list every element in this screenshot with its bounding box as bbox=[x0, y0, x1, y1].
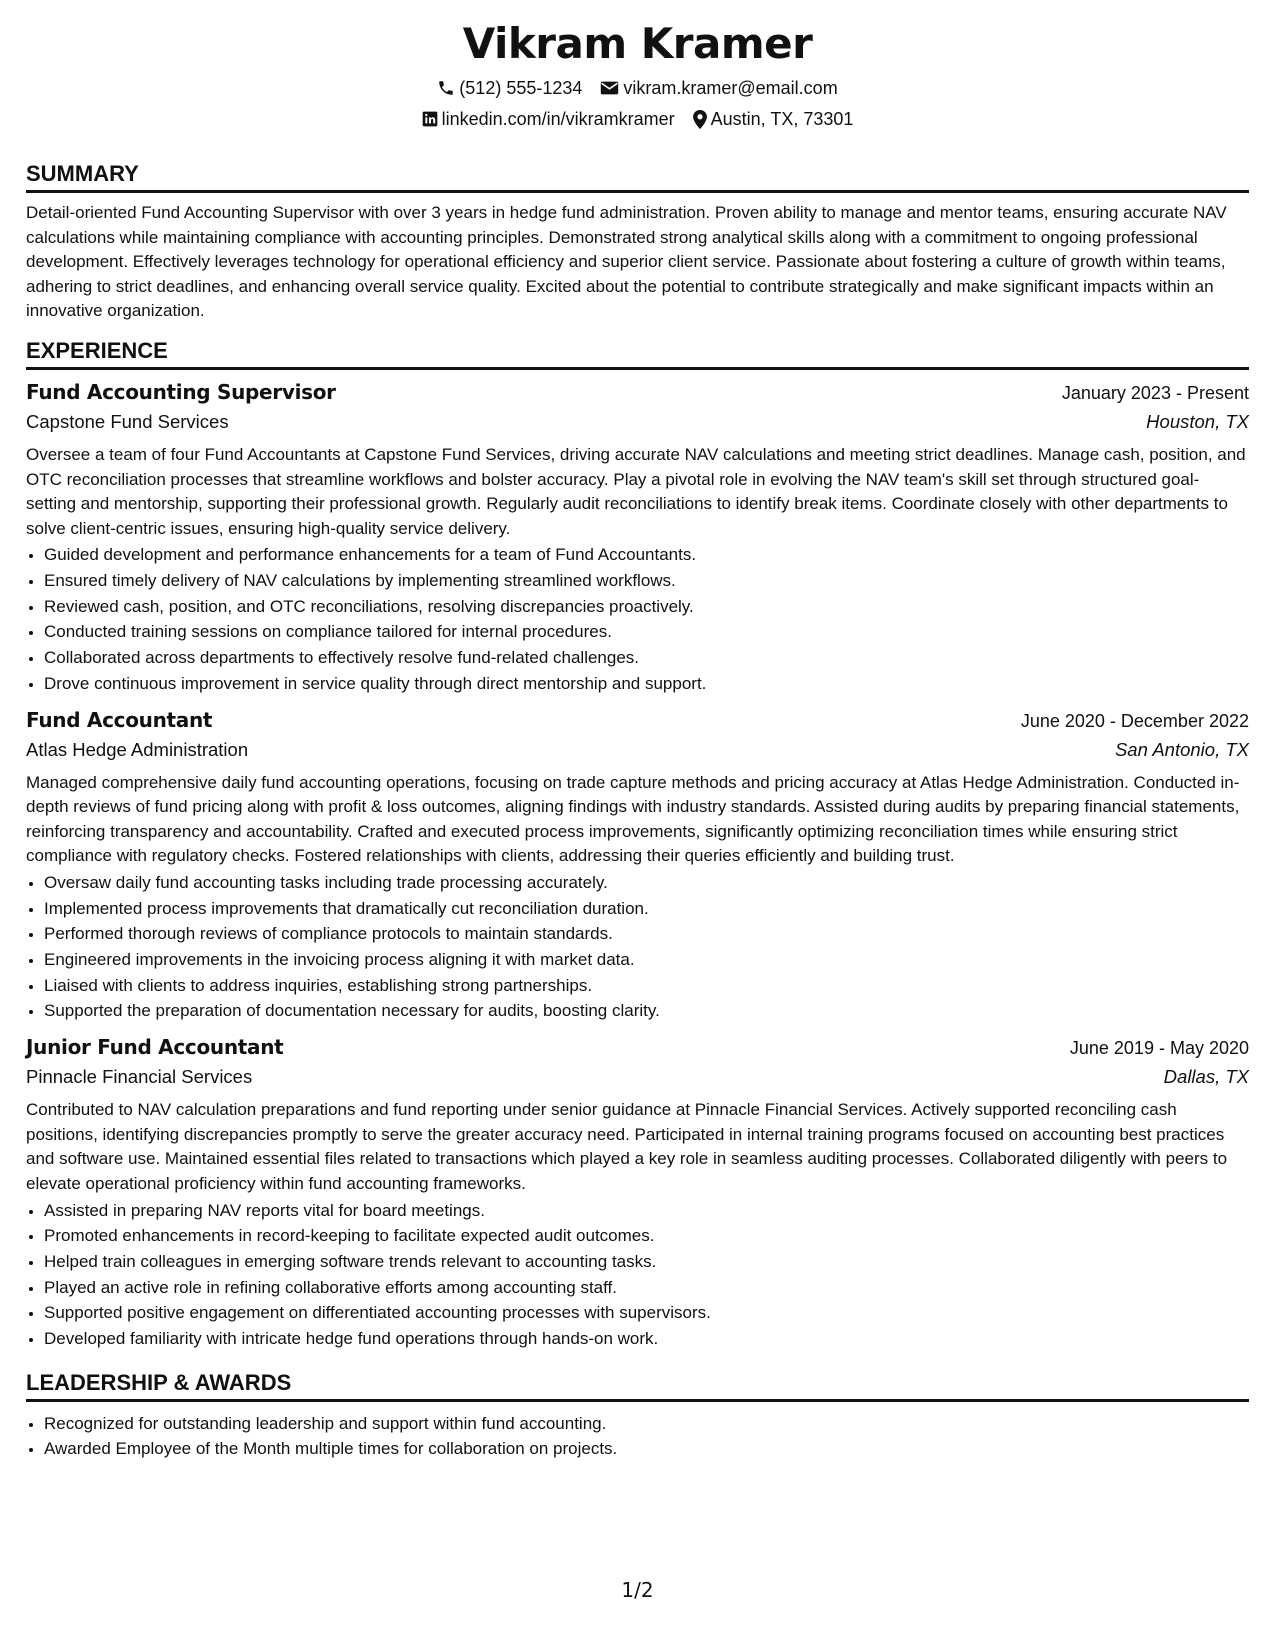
phone-icon bbox=[437, 79, 455, 97]
phone-number: (512) 555-1234 bbox=[459, 78, 583, 98]
awards-heading: LEADERSHIP & AWARDS bbox=[26, 1369, 1249, 1402]
job-title: Fund Accountant bbox=[26, 707, 213, 732]
map-marker-icon bbox=[693, 110, 707, 129]
summary-text: Detail-oriented Fund Accounting Supervisor with over 3 years in hedge fund administration. Proven ability to manage and mentor teams, ensuring accurate NAV calculations while maintaining compliance with accounting principles. Demonstrated strong analytical skills along with a commitment to ongoing professional development. Effectively leverages technology for operational efficiency and superior client service. Passionate about fostering a culture of growth within teams, adhering to strict deadlines, and enhancing overall service quality. Excited about the potential to contribute strategically and make significant impacts within an innovative organization. bbox=[26, 203, 1227, 321]
bullet-item: • Supported positive engagement on differentiated accounting processes with supervisors. bbox=[44, 1300, 1249, 1326]
phone-contact bbox=[437, 76, 582, 100]
job-location: San Antonio, TX bbox=[1114, 738, 1249, 760]
bullet-item: • Ensured timely delivery of NAV calculations by implementing streamlined workflows. bbox=[44, 568, 1249, 594]
experience-heading: EXPERIENCE bbox=[26, 337, 1249, 370]
bullet-item: • Assisted in preparing NAV reports vital for board meetings. bbox=[44, 1198, 1249, 1224]
linkedin-icon bbox=[422, 111, 438, 127]
bullet-item: • Liaised with clients to address inquiries, establishing strong partnerships. bbox=[44, 973, 1249, 999]
job-dates: June 2019 - May 2020 bbox=[1069, 1038, 1249, 1059]
awards-bullets bbox=[26, 1411, 1249, 1462]
job-entry bbox=[26, 706, 1249, 1025]
linkedin-contact[interactable] bbox=[422, 107, 675, 131]
summary-section bbox=[26, 160, 1249, 324]
leadership-awards-section bbox=[26, 1369, 1249, 1462]
email-address[interactable]: vikram.kramer@email.com bbox=[623, 78, 838, 98]
bullet-item: • Engineered improvements in the invoicing process aligning it with market data. bbox=[44, 947, 1249, 973]
job-bullets bbox=[26, 870, 1249, 1024]
location-text: Austin, TX, 73301 bbox=[710, 109, 854, 129]
bullet-item: • Implemented process improvements that dramatically cut reconciliation duration. bbox=[44, 896, 1249, 922]
page-number: 1/2 bbox=[621, 1578, 654, 1602]
summary-heading: SUMMARY bbox=[26, 160, 1249, 193]
candidate-name: Vikram Kramer bbox=[462, 19, 813, 68]
bullet-item: • Awarded Employee of the Month multiple times for collaboration on projects. bbox=[44, 1436, 1249, 1462]
contact-row-primary bbox=[26, 76, 1249, 100]
experience-section bbox=[26, 337, 1249, 1352]
bullet-item: • Guided development and performance enhancements for a team of Fund Accountants. bbox=[44, 542, 1249, 568]
bullet-item: • Performed thorough reviews of compliance protocols to maintain standards. bbox=[44, 921, 1249, 947]
job-title: Junior Fund Accountant bbox=[26, 1035, 284, 1060]
job-company: Atlas Hedge Administration bbox=[26, 738, 249, 760]
bullet-item: • Played an active role in refining collaborative efforts among accounting staff. bbox=[44, 1275, 1249, 1301]
job-dates: June 2020 - December 2022 bbox=[1020, 710, 1249, 731]
resume-page bbox=[26, 18, 1249, 1462]
bullet-item: • Conducted training sessions on compliance tailored for internal procedures. bbox=[44, 619, 1249, 645]
envelope-icon bbox=[600, 80, 619, 96]
contact-row-secondary bbox=[26, 107, 1249, 131]
job-description: Contributed to NAV calculation preparations and fund reporting under senior guidance at Pinnacle Financial Services. Actively supported reconciling cash positions, identifying discrepancies promptly to serve the greater accuracy need. Participated in internal training programs focused on accounting best practices and software use. Maintained essential files related to transactions which played a key role in seamless auditing processes. Collaborated diligently with peers to elevate operational proficiency within fund accounting frameworks. bbox=[26, 1100, 1228, 1193]
bullet-item: • Collaborated across departments to effectively resolve fund-related challenges. bbox=[44, 645, 1249, 671]
location-contact bbox=[693, 107, 854, 131]
job-description: Managed comprehensive daily fund accounting operations, focusing on trade capture methods and pricing accuracy at Atlas Hedge Administration. Conducted in-depth reviews of fund pricing along with profit & loss outcomes, aligning findings with industry standards. Assisted during audits by preparing financial statements, reinforcing transparency and accountability. Crafted and executed process improvements, significantly optimizing reconciliation times while ensuring strict compliance with regulatory checks. Fostered relationships with clients, addressing their queries efficiently and building trust. bbox=[26, 772, 1240, 866]
email-contact[interactable] bbox=[600, 76, 837, 100]
bullet-item: • Developed familiarity with intricate hedge fund operations through hands-on work. bbox=[44, 1326, 1249, 1352]
bullet-item: • Promoted enhancements in record-keeping to facilitate expected audit outcomes. bbox=[44, 1223, 1249, 1249]
job-dates: January 2023 - Present bbox=[1061, 382, 1249, 403]
job-entry bbox=[26, 378, 1249, 697]
bullet-item: • Oversaw daily fund accounting tasks including trade processing accurately. bbox=[44, 870, 1249, 896]
job-bullets bbox=[26, 1198, 1249, 1352]
job-location: Houston, TX bbox=[1146, 410, 1249, 432]
job-location: Dallas, TX bbox=[1163, 1066, 1249, 1088]
job-company: Pinnacle Financial Services bbox=[26, 1066, 253, 1088]
job-bullets bbox=[26, 542, 1249, 696]
bullet-item: • Drove continuous improvement in service quality through direct mentorship and support. bbox=[44, 671, 1249, 697]
job-title: Fund Accounting Supervisor bbox=[26, 379, 336, 404]
job-description: Oversee a team of four Fund Accountants at Capstone Fund Services, driving accurate NAV calculations and meeting strict deadlines. Manage cash, position, and OTC reconciliation processes that streamline workflows and bolster accuracy. Play a pivotal role in evolving the NAV team's skill set through structured goal-setting and mentorship, supporting their professional growth. Regularly audit reconciliations to identify break items. Coordinate closely with other departments to solve client-centric issues, ensuring high-quality service delivery. bbox=[26, 444, 1246, 538]
bullet-item: • Supported the preparation of documentation necessary for audits, boosting clarity. bbox=[44, 998, 1249, 1024]
bullet-item: • Helped train colleagues in emerging software trends relevant to accounting tasks. bbox=[44, 1249, 1249, 1275]
job-entry bbox=[26, 1033, 1249, 1352]
bullet-item: • Reviewed cash, position, and OTC reconciliations, resolving discrepancies proactively. bbox=[44, 594, 1249, 620]
job-company: Capstone Fund Services bbox=[26, 410, 229, 432]
linkedin-url[interactable]: linkedin.com/in/vikramkramer bbox=[441, 109, 675, 129]
bullet-item: • Recognized for outstanding leadership and support within fund accounting. bbox=[44, 1411, 1249, 1437]
